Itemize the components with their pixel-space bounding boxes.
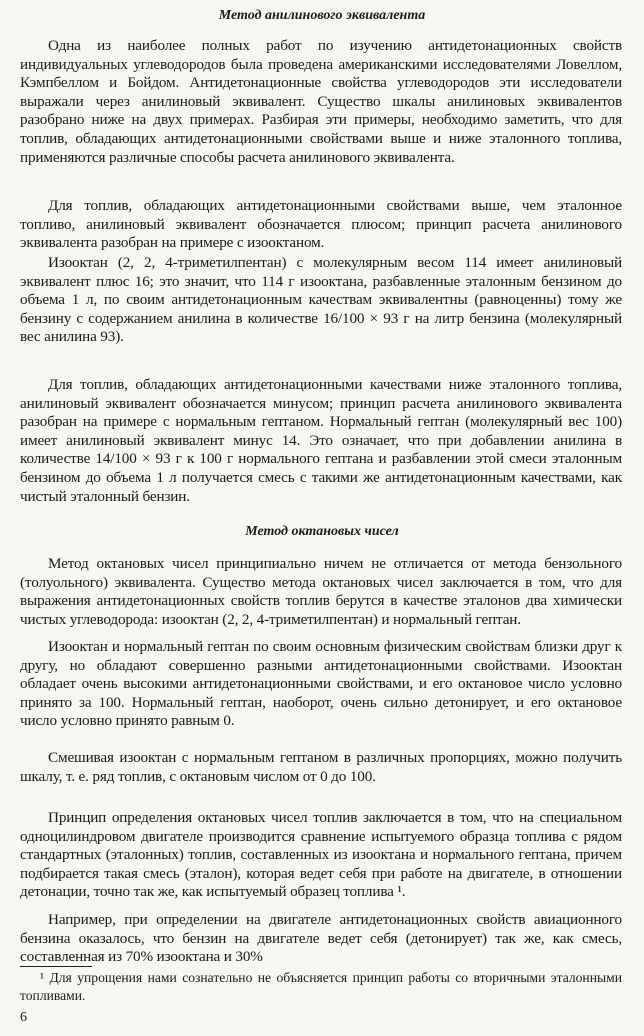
page-number: 6	[20, 1010, 27, 1025]
paragraph: Изооктан и нормальный гептан по своим основным физическим свойствам близки друг к другу, но обладают совершенно разными антидетонационными свойствами. Изооктан обладает очень высокими антидетонационными свойствами, и его октановое число условно принято за 100. Нормальный гептан, наоборот, очень сильно детонирует, и его октановое число условно принято равным 0.	[20, 638, 622, 730]
paragraph: Принцип определения октановых чисел топлив заключается в том, что на специальном одноцилиндровом двигателе производится сравнение испытуемого образца топлива с рядом стандартных (эталонных) топлив, составленных из изооктана и нормального гептана, причем подбирается такая смесь (эталон), которая ведет себя при работе на двигателе, в отношении детонации, точно так же, как испытуемый образец топлива ¹.	[20, 809, 622, 901]
paragraph: Например, при определении на двигателе антидетонационных свойств авиационного бензина оказалось, что бензин на двигателе ведет себя (детонирует) так же, как смесь, составленная из 70% изооктана и 30%	[20, 911, 622, 966]
section-heading-aniline: Метод анилинового эквивалента	[218, 8, 426, 23]
paragraph: Метод октановых чисел принципиально ничем не отличается от метода бензольного (толуольного) эквивалента. Существо метода октановых чисел заключается в том, что для выражения антидетонационных свойств топлив берутся в качестве эталонов два химически чистых углеводорода: изооктан (2, 2, 4-триметилпентан) и нормальный гептан.	[20, 555, 622, 628]
paragraph: Для топлив, обладающих антидетонационными качествами ниже эталонного топлива, анилиновый эквивалент обозначается минусом; принцип расчета анилинового эквивалента разобран на примере с нормальным гептаном. Нормальный гептан (молекулярный вес 100) имеет анилиновый эквивалент минус 14. Это означает, что при добавлении анилина в количестве 14/100 × 93 г к 100 г нормального гептана и разбавлении этой смеси эталонным бензином до объема 1 л получается смесь с такими же антидетонационным качествами, как чистый эталонный бензин.	[20, 376, 622, 505]
section-heading-octane: Метод октановых чисел	[245, 524, 399, 539]
paragraph: Одна из наиболее полных работ по изучению антидетонационных свойств индивидуальных углеводородов была проведена американскими исследователями Ловеллом, Кэмпбеллом и Бойдом. Антидетонационные свойства углеводородов эти исследователи выражали через анилиновый эквивалент. Существо шкалы анилиновых эквивалентов разобрано ниже на двух примерах. Разбирая эти примеры, необходимо заметить, что для топлив, обладающих антидетонационными свойствами выше и ниже эталонного топлива, применяются различные способы расчета анилинового эквивалента.	[20, 37, 622, 166]
paragraph: Изооктан (2, 2, 4-триметилпентан) с молекулярным весом 114 имеет анилиновый эквивалент плюс 16; это значит, что 114 г изооктана, разбавленные эталонным бензином до объема 1 л, по своим антидетонационным качествам эквивалентны (равноценны) тому же бензину с содержанием анилина в количестве 16/100 × 93 г на литр бензина (молекулярный вес анилина 93).	[20, 254, 622, 346]
paragraph: Для топлив, обладающих антидетонационными свойствами выше, чем эталонное топливо, анилиновый эквивалент обозначается плюсом; принцип расчета анилинового эквивалента разобран на примере с изооктаном.	[20, 197, 622, 252]
paragraph: Смешивая изооктан с нормальным гептаном в различных пропорциях, можно получить шкалу, т. е. ряд топлив, с октановым числом от 0 до 100.	[20, 749, 622, 785]
footnote-rule	[20, 966, 92, 967]
footnote: ¹ Для упрощения нами сознательно не объясняется принцип работы со вторичными эталонными топливами.	[20, 970, 622, 1003]
